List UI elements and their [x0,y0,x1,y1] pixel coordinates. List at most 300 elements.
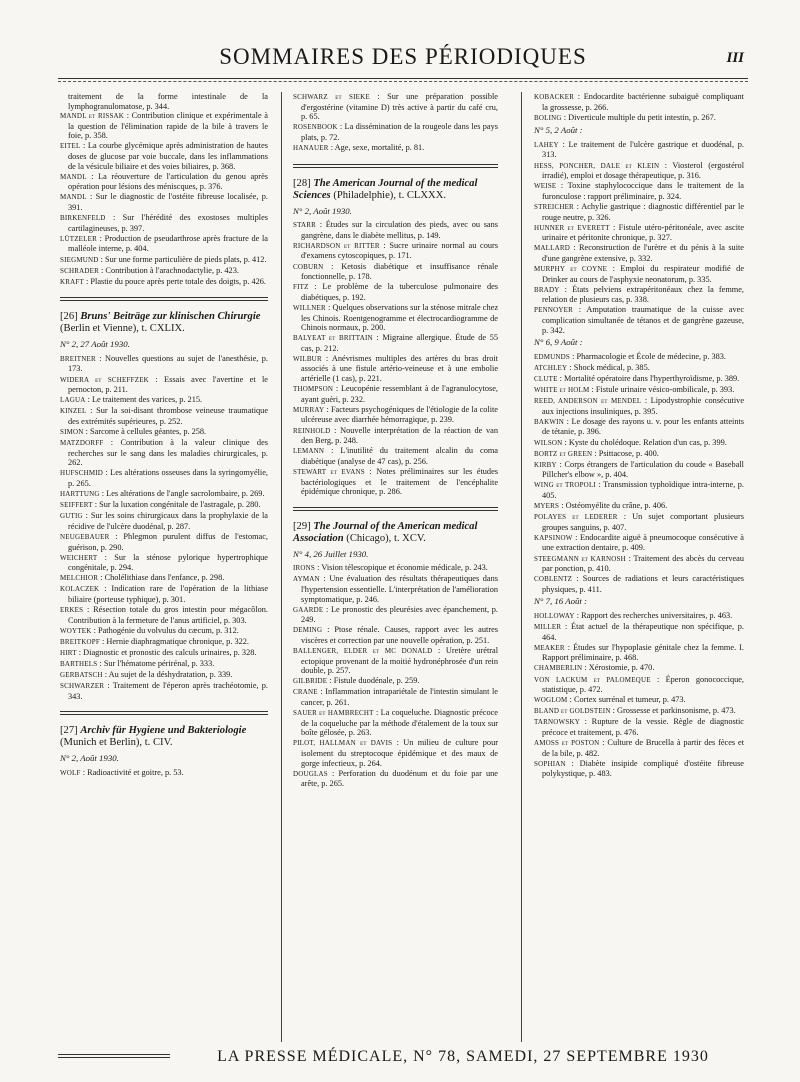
article-entry [293,92,498,122]
article-entry [534,140,744,160]
author-name: ATCHLEY [534,363,568,372]
article-entry [293,282,498,302]
author-name: WHITE et HOLM [534,386,590,395]
author-name: MANDL et RISSAK [60,112,125,121]
author-name: BREITNER [60,354,96,363]
article-entry [534,759,744,779]
author-name: SOPHIAN [534,759,566,768]
article-entry [60,172,268,192]
article-entry [293,220,498,240]
author-name: WILBUR [293,354,322,363]
article-title: : Vision télescopique et économie médicale, p. 243. [315,563,488,573]
article-title: : Contribution clinique et expérimentale à la question de l'élimination rapide de la bile à travers le foie, p. 358. [68,111,268,141]
article-entry [60,213,268,233]
author-name: LEMANN [293,447,325,456]
article-entry [60,375,268,395]
author-name: HUNNER et EVERETT [534,223,610,232]
article-entry [534,611,744,622]
author-name: CHAMBERLIN [534,664,583,673]
author-name: COBURN [293,262,324,271]
author-name: BORTZ et GREEN [534,449,593,458]
article-entry [534,738,744,758]
article-title: : États pelviens extrapéritonéaux chez la femme, relation de plusieurs cas, p. 338. [542,284,744,305]
article-title: : Pathogénie du volvulus du cæcum, p. 312. [91,625,239,635]
article-entry [60,768,268,779]
author-name: REED, ANDERSON et MENDEL [534,397,642,406]
article-title: : Transmission typhoïdique intra-interne, p. 405. [542,480,744,500]
author-name: KIRBY [534,460,557,469]
author-name: REINHOLD [293,426,331,435]
article-title: : Kyste du cholédoque. Relation d'un cas, p. 399. [562,437,727,447]
footer-text: LA PRESSE MÉDICALE, N° 78, SAMEDI, 27 SEPTEMBRE 1930 [217,1048,709,1065]
article-title: : Grossesse et parkinsonisme, p. 473. [610,706,736,716]
article-title: : La dissémination de la rougeole dans les pays plats, p. 72. [301,122,498,142]
issue-heading: N° 5, 2 Août : [534,125,583,136]
article-title: : Facteurs psychogéniques de l'étiologie de la colite ulcéreuse avec diarrhée hémorragique, p. 239. [301,404,498,425]
author-name: EITEL [60,142,81,151]
article-title: : Psittacose, p. 400. [592,448,659,458]
article-title: : Sur une forme particulière de pieds plats, p. 412. [98,254,267,264]
article-entry [534,533,744,553]
author-name: GILBRIDE [293,677,328,686]
author-name: MATZDORFF [60,439,104,448]
article-entry [534,396,744,416]
author-name: ERKES [60,606,84,615]
article-entry [60,468,268,488]
article-entry [60,438,268,468]
article-title: : Sur la luxation congénitale de l'astragale, p. 280. [92,500,261,510]
issue-heading: N° 7, 16 Août : [534,596,587,607]
article-title: : Production de pseudarthrose après fracture de la malléole interne, p. 404. [68,233,268,254]
article-entry [534,113,744,124]
article-entry [534,202,744,222]
article-entry [60,354,268,374]
author-name: FITZ [293,283,309,292]
article-entry [293,708,498,738]
article-entry [60,605,268,625]
article-title: : Une évaluation des résultats thérapeutiques dans l'hypertension essentielle. L'interprétation de l'amélioration symptomatique, p. 246. [301,574,498,604]
section-separator [60,711,268,715]
entry-list [534,611,744,779]
article-entry [60,659,268,670]
section-separator [293,164,498,168]
journal-title: [26] Bruns' Beiträge zur klinischen Chirurgie (Berlin et Vienne), t. CXLIX. [60,311,261,335]
article-title: : Quelques observations sur la sténose mitrale chez les Chinois. Roentgenogramme et électrocardiogramme de Chinois normaux, p. 200. [301,302,498,333]
article-title: traitement de la forme intestinale de la lymphogranulomatose, p. 344. [68,92,268,111]
article-title: : Sur l'hérédité des exostoses multiples cartilagineuses, p. 397. [68,213,268,233]
article-title: : Reconstruction de l'urètre et du pénis à la suite d'une gangrène extensive, p. 332. [542,243,744,263]
author-name: AMOSS et POSTON [534,739,600,748]
column-3 [534,92,744,780]
article-entry [60,511,268,531]
author-name: BOLING [534,113,562,122]
issue-heading: N° 2, 27 Août 1930. [60,339,130,350]
article-title: : Endocardite aiguë à pneumocoque consécutive à une extraction dentaire, p. 409. [542,532,744,553]
author-name: EDMUNDS [534,352,571,361]
article-entry [60,500,268,511]
article-entry [293,687,498,707]
author-name: TARNOWSKY [534,718,580,727]
article-title: : Diverticule multiple du petit intestin, p. 267. [561,112,716,122]
article-title: : Mortalité opératoire dans l'hyperthyroïdisme, p. 389. [557,373,740,383]
author-name: STEWART et EVANS [293,467,365,476]
article-entry [293,646,498,676]
article-entry [60,553,268,573]
author-name: STARR [293,221,317,230]
article-title: : Diabète insipide compliqué d'ostéite fibreuse polykystique, p. 483. [542,758,744,779]
entry-list [534,92,744,123]
article-entry [293,467,498,497]
entry-list [534,140,744,335]
article-entry [60,92,268,111]
author-name: SCHRADER [60,266,99,275]
article-entry [534,352,744,363]
article-title: : Indication rare de l'opération de la lithiase biliaire (porteuse typhique), p. 301. [68,584,268,605]
author-name: SEIFFERT [60,501,93,510]
entry-list [293,220,498,497]
author-name: BALYEAT et BRITTAIN [293,334,373,343]
author-name: KRAFT [60,277,84,286]
entry-list [60,354,268,702]
author-name: HARTTUNG [60,490,100,499]
author-name: DEMING [293,626,323,635]
author-name: THOMPSON [293,385,334,394]
author-name: WILSON [534,438,563,447]
article-entry [534,385,744,396]
article-title: : Migraine allergique. Étude de 55 cas, p. 212. [301,333,498,353]
article-entry [534,574,744,594]
column-divider [281,92,282,1042]
author-name: SCHWARZER [60,682,105,691]
column-2 [293,92,498,789]
article-entry [60,626,268,637]
article-title: : Cholélithiase dans l'enfance, p. 298. [98,573,225,583]
article-entry [534,243,744,263]
article-entry [534,374,744,385]
article-entry [293,625,498,645]
article-entry [293,405,498,425]
article-title: : Le dosage des rayons u. v. pour les enfants atteints de tétanie, p. 396. [542,416,744,437]
article-entry [293,303,498,333]
article-title: : Sur le diagnostic de l'ostéite fibreuse localisée, p. 391. [68,192,268,213]
journal-title: [29] The Journal of the American medical Association (Chicago), t. XCV. [293,520,478,544]
article-title: : Le problème de la tuberculose pulmonaire des diabétiques, p. 192. [301,282,498,302]
author-name: LAGUA [60,396,86,405]
article-entry [293,241,498,261]
article-title: : Essais avec l'avertine et le pernocton, p. 211. [68,374,268,395]
article-entry [60,277,268,288]
article-title: : État actuel de la thérapeutique non spécifique, p. 464. [542,622,744,642]
article-entry [293,333,498,353]
header-rule-dashed [58,81,748,82]
article-entry [60,532,268,552]
author-name: WING et TROPOLI [534,481,596,490]
article-title: : Culture de Brucella à partir des fèces et de la bile, p. 482. [542,738,744,758]
article-entry [60,573,268,584]
author-name: BREITKOPF [60,637,100,646]
article-title: : Ketosis diabétique et insuffisance rénale fonctionnelle, p. 178. [301,261,498,282]
author-name: WOYTEK [60,626,92,635]
article-title: : Un milieu de culture pour isolement du streptocoque épidémique et des maux de gorge infectieux, p. 264. [301,738,498,768]
page-title: SOMMAIRES DES PÉRIODIQUES [219,44,587,69]
article-title: : Les altérations osseuses dans la syringomyélie, p. 265. [68,468,268,488]
author-name: HANAUER [293,143,329,152]
author-name: POLAYES et LEDERER [534,513,618,522]
author-name: BARTHELS [60,660,98,669]
article-entry [293,605,498,625]
article-title: : La coqueluche. Diagnostic précoce de la coqueluche par la méthode d'étalement de la toux sur boîte gélosée, p. 263. [301,708,498,738]
author-name: HIRT [60,649,77,657]
article-title: : Le pronostic des pleurésies avec épanchement, p. 249. [301,604,498,625]
author-name: WEISE [534,182,557,191]
article-entry [534,181,744,201]
issue-heading: N° 6, 9 Août : [534,337,583,348]
article-title: : Leucopénie ressemblant à de l'agranulocytose, ayant guéri, p. 232. [301,384,498,404]
author-name: NEUGEBAUER [60,532,110,541]
article-entry [60,255,268,266]
author-name: PILOT, HALLMAN et DAVIS [293,739,393,748]
article-entry [293,262,498,282]
article-entry [293,354,498,384]
article-title: : Radioactivité et goitre, p. 53. [80,768,184,778]
article-entry [293,769,498,789]
article-entry [293,143,498,154]
article-title: : Emploi du respirateur modifié de Drinker au cours de l'asphyxie neonatorum, p. 335. [542,264,744,284]
article-entry [534,706,744,717]
article-title: : Éperon gonococcique, statistique, p. 472. [542,674,744,695]
article-title: : Contribution à l'arachnodactylie, p. 423. [98,265,239,275]
author-name: LAHEY [534,140,559,149]
author-name: COBLENTZ [534,575,573,584]
article-entry [293,676,498,687]
article-title: : Sources de radiations et leurs caractéristiques physiques, p. 411. [542,574,744,594]
article-title: : Fistule urinaire vésico-ombilicale, p. 393. [589,385,735,395]
article-title: : Age, sexe, mortalité, p. 81. [328,142,425,152]
article-title: : Shock médical, p. 385. [567,362,650,372]
author-name: HOLLOWAY [534,612,575,620]
author-name: MEAKER [534,643,565,652]
article-entry [293,384,498,404]
article-entry [534,554,744,574]
article-title: : Traitement de l'éperon après trachéotomie, p. 343. [68,681,268,701]
article-title: : Viosterol (ergostérol irradié), emploi et dosage thérapeutique, p. 316. [542,160,745,181]
article-title: : Notes préliminaires sur les études bactériologiques et le traitement de l'encéphalite épidémique chronique, p. 286. [301,466,498,497]
article-title: : Endocardite bactérienne subaiguë compliquant la grossesse, p. 266. [542,92,744,112]
author-name: SIMON [60,428,84,437]
issue-heading: N° 2, Août 1930. [293,205,352,216]
article-entry [293,563,498,574]
article-entry [60,489,268,500]
article-entry [60,637,268,648]
page-header [58,44,748,78]
article-entry [293,574,498,604]
article-title: : Ptose rénale. Causes, rapport avec les autres viscères et correction par une nouvelle opération, p. 251. [301,625,498,645]
article-title: : Résection totale du gros intestin pour mégacôlon. Contribution à la fermeture de l'anus artificiel, p. 303. [68,605,268,625]
author-name: SIEGMUND [60,255,99,264]
article-entry [60,406,268,426]
author-name: BAKWIN [534,417,564,426]
author-name: BRADY [534,285,560,294]
entry-list [60,92,268,287]
article-title: : Xérostomie, p. 470. [582,663,655,673]
footer-rule [58,1054,170,1058]
author-name: CLUTE [534,374,558,383]
article-entry [534,675,744,695]
article-title: : Traitement des abcès du cerveau par ponction, p. 410. [542,553,744,574]
issue-heading: N° 4, 26 Juillet 1930. [293,548,369,559]
column-1 [60,92,268,779]
article-entry [534,305,744,335]
article-entry [534,264,744,284]
article-entry [60,111,268,141]
author-name: BIRKENFELD [60,214,106,223]
article-title: : Inflammation intrapariétale de l'intestin simulant le cancer, p. 261. [301,687,498,707]
journal-title: [27] Archiv für Hygiene und Bakteriologie (Munich et Berlin), t. CIV. [60,725,247,749]
article-entry [60,266,268,277]
author-name: HESS, PONCHER, DALE et KLEIN [534,161,660,170]
article-title: : Un sujet comportant plusieurs groupes sanguins, p. 407. [542,512,744,532]
author-name: KOLACZEK [60,585,100,594]
issue-heading: N° 2, Août 1930. [60,753,119,764]
header-rule [58,78,748,79]
article-title: : Achylie gastrique : diagnostic différentiel par le rouge neutre, p. 326. [542,201,744,222]
section-separator [293,507,498,511]
article-title: : L'inutilité du traitement alcalin du coma diabétique (analyse de 47 cas), p. 256. [301,446,498,466]
article-title: : Perforation du duodénum et du foie par une arête, p. 265. [301,768,498,789]
entry-list [293,563,498,789]
author-name: LÜTZELER [60,234,97,243]
article-entry [534,285,744,305]
article-title: : Fistule utéro-péritonéale, avec ascite urinaire et péritonite chronique, p. 327. [542,222,744,243]
column-divider [521,92,522,1042]
author-name: MILLER [534,623,562,632]
author-name: WIDERA et SCHEFFZEK [60,375,149,384]
article-title: : Sur les soins chirurgicaux dans la prophylaxie de la récidive de l'ulcère duodénal, p. 287. [68,511,268,531]
article-title: : Études sur l'hypoplasie génitale chez la femme. I. Rapport préliminaire, p. 468. [542,642,744,663]
article-title: : La réouverture de l'articulation du genou après opération pour lésions des méniscques, p. 376. [68,171,268,192]
article-title: : Diagnostic et pronostic des calculs urinaires, p. 328. [76,648,257,657]
author-name: STEEGMANN et KARNOSH [534,554,626,563]
entry-list [293,92,498,154]
article-entry [60,681,268,701]
article-title: : Rapport des recherches universitaires, p. 463. [574,611,733,620]
article-entry [60,234,268,254]
author-name: WILLNER [293,303,326,312]
article-entry [60,395,268,406]
author-name: HUFSCHMID [60,469,104,478]
author-name: KOBACKER [534,93,575,101]
article-title: : Toxine staphylococcique dans le traitement de la furonculose : rapport préliminaire, p. 324. [542,181,744,201]
article-entry [534,92,744,112]
article-entry [534,663,744,674]
author-name: KINZEL [60,407,87,416]
author-name: MURPHY et COYNE [534,265,608,273]
article-entry [293,446,498,466]
article-title: : Sur l'hématome périrénal, p. 333. [97,659,215,669]
author-name: MANDL [60,193,87,202]
page-number: III [726,50,744,66]
section-separator [60,297,268,301]
article-title: : Nouvelle interprétation de la réaction de van den Berg, p. 248. [301,425,498,446]
article-title: : Sur la sténose pylorique hypertrophique congénitale, p. 294. [68,552,268,573]
author-name: MYERS [534,502,560,511]
author-name: MALLARD [534,244,571,253]
page-footer [58,1048,748,1070]
article-entry [534,438,744,449]
article-entry [60,670,268,681]
article-entry [534,480,744,500]
author-name: SCHWARZ et SIEKE [293,93,370,101]
article-title: : La courbe glycémique après administration de hautes doses de glucose par voie buccale, dans les inflammations de la vésicule biliaire et des voies biliaires, p. 368. [68,141,268,171]
article-title: : Anévrismes multiples des artères du bras droit associés à une fistule artério-veineuse et à une embolie artérielle (1 cas), p. 221. [301,353,498,384]
author-name: GAARDE [293,605,324,614]
article-title: : Sur la soi-disant thrombose veineuse traumatique des extrémités supérieures, p. 252. [68,406,268,426]
article-title: : Sucre urinaire normal au cours d'examens cytoscopiques, p. 171. [301,240,498,261]
article-entry [534,161,744,181]
article-entry [534,223,744,243]
article-title: : Corps étrangers de l'articulation du coude « Baseball Pillcher's elbow », p. 404. [542,459,744,480]
article-entry [534,622,744,642]
author-name: MURRAY [293,405,325,414]
article-title: : Pharmacologie et École de médecine, p. 383. [570,351,726,361]
article-entry [534,512,744,532]
article-entry [534,363,744,374]
article-entry [534,417,744,437]
author-name: ROSENBOOK [293,123,338,132]
author-name: PENNOYER [534,306,573,315]
author-name: MANDL [60,172,87,181]
author-name: AYMAN [293,575,320,584]
author-name: GERBATSCH [60,671,103,680]
author-name: DOUGLAS [293,769,328,778]
article-entry [534,501,744,512]
entry-list [60,768,268,779]
author-name: KAPSINOW [534,533,573,542]
article-title: : Phlegmon purulent diffus de l'estomac, guérison, p. 290. [68,531,268,552]
author-name: STREICHER [534,202,574,211]
article-title: : Plastie du pouce après perte totale des doigts, p. 426. [83,276,266,286]
author-name: VON LACKUM et PALOMEQUE [534,675,651,684]
article-title: : Sur une préparation possible d'ergostérine (vitamine D) très active à partir du café cru, p. 65. [301,92,498,122]
article-title: : Le traitement de l'ulcère gastrique et duodénal, p. 313. [542,139,744,160]
author-name: WOGLOM [534,696,568,705]
article-title: : Contribution à la valeur clinique des recherches sur le sang dans les maladies chirurgicales, p. 262. [68,438,268,468]
article-title: : Les altérations de l'angle sacrolombaire, p. 269. [99,489,265,499]
author-name: WOLF [60,769,81,778]
author-name: IRONS [293,564,316,573]
article-title: : Nouvelles questions au sujet de l'anesthésie, p. 173. [68,353,268,374]
article-entry [534,460,744,480]
article-title: : Hernie diaphragmatique chronique, p. 322. [99,636,249,646]
article-entry [60,192,268,212]
article-entry [534,695,744,706]
article-entry [293,738,498,768]
article-title: : Fistule duodénale, p. 259. [327,676,420,686]
article-entry [293,122,498,142]
article-entry [60,584,268,604]
article-entry [534,643,744,663]
author-name: SAUER et HAMBRECHT [293,709,374,718]
article-title: : Études sur la circulation des pieds, avec ou sans gangrène, dans le diabète mellitus, p. 149. [301,220,498,240]
article-title: : Uretère urétral ectopique provenant de la moitié hydronéphrosée d'un rein double, p. 257. [301,646,498,676]
article-entry [534,717,744,737]
journal-title: [28] The American Journal of the medical Sciences (Philadelphie), t. CLXXX. [293,177,478,201]
article-entry [60,141,268,171]
article-title: : Rupture de la vessie. Règle de diagnostic précoce et traitement, p. 476. [542,717,744,738]
article-title: : Au sujet de la déshydratation, p. 339. [102,670,233,680]
article-title: : Sarcome à cellules géantes, p. 258. [83,427,207,437]
author-name: RICHARDSON et RITTER [293,241,380,250]
